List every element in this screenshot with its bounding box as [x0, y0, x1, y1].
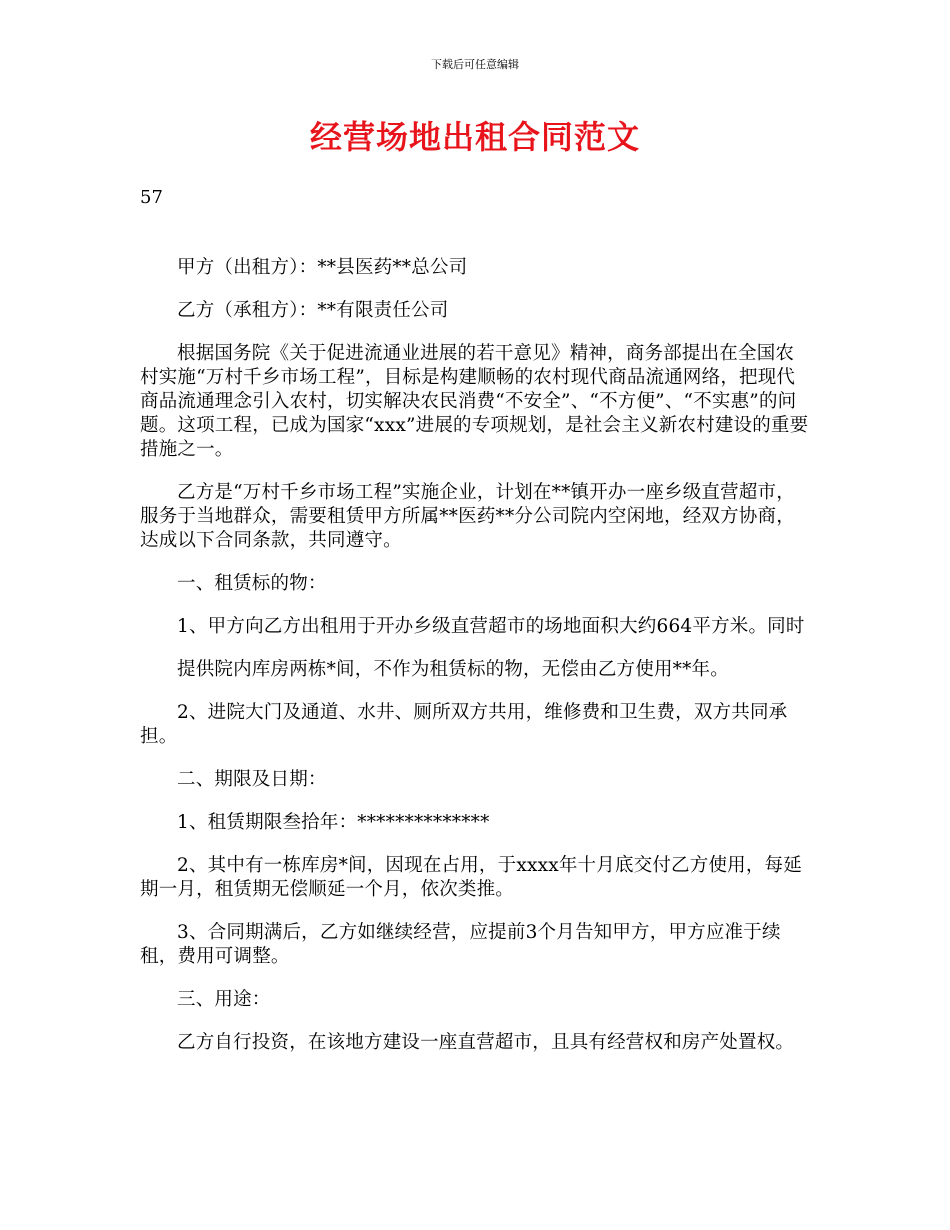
section-heading-lease-object: 一、租赁标的物： — [177, 573, 327, 594]
paragraph-clause-3: 乙方自行投资，在该地方建设一座直营超市，且具有经营权和房产处置权。 — [177, 1032, 795, 1053]
paragraph-clause-1-1: 1、甲方向乙方出租用于开办乡级直营超市的场地面积大约664平方米。同时 — [177, 616, 805, 637]
paragraph-purpose: 乙方是“万村千乡市场工程”实施企业，计划在**镇开办一座乡级直营超市，服务于当地群众，需要租赁甲方所属**医药**分公司院内空闲地，经双方协商，达成以下合同条款，共同遵守。 — [140, 482, 795, 551]
paragraph-party-b: 乙方（承租方）：**有限责任公司 — [177, 300, 449, 321]
paragraph-clause-1-1-cont: 提供院内库房两栋*间，不作为租赁标的物，无偿由乙方使用**年。 — [177, 659, 729, 680]
document-body — [140, 256, 812, 1074]
paragraph-clause-2-3: 3、合同期满后，乙方如继续经营，应提前3个月告知甲方，甲方应准于续租，费用可调整。 — [140, 922, 781, 967]
paragraph-clause-2-1: 1、租赁期限叁拾年：************** — [177, 812, 490, 833]
document-title: 经营场地出租合同范文 — [309, 118, 640, 156]
header-note: 下载后可任意编辑 — [431, 58, 519, 71]
section-heading-usage: 三、用途： — [177, 989, 271, 1010]
paragraph-background: 根据国务院《关于促进流通业进展的若干意见》精神，商务部提出在全国农村实施“万村千乡市场工程”，目标是构建顺畅的农村现代商品流通网络，把现代商品流通理念引入农村，切实解决农民消费“不安全”、“不方便”、“不实惠”的问题。这项工程，已成为国家“xxx”进展的专项规划，是社会主义新农村建设的重要措施之一。 — [140, 343, 809, 460]
paragraph-party-a: 甲方（出租方）：**县医药**总公司 — [177, 257, 468, 278]
section-heading-term: 二、期限及日期： — [177, 769, 327, 790]
paragraph-clause-2-2: 2、其中有一栋库房*间，因现在占用，于xxxx年十月底交付乙方使用，每延期一月，租赁期无偿顺延一个月，依次类推。 — [140, 855, 802, 900]
document-number: 57 — [140, 187, 163, 208]
paragraph-clause-1-2: 2、进院大门及通道、水井、厕所双方共用，维修费和卫生费，双方共同承担。 — [140, 702, 788, 747]
